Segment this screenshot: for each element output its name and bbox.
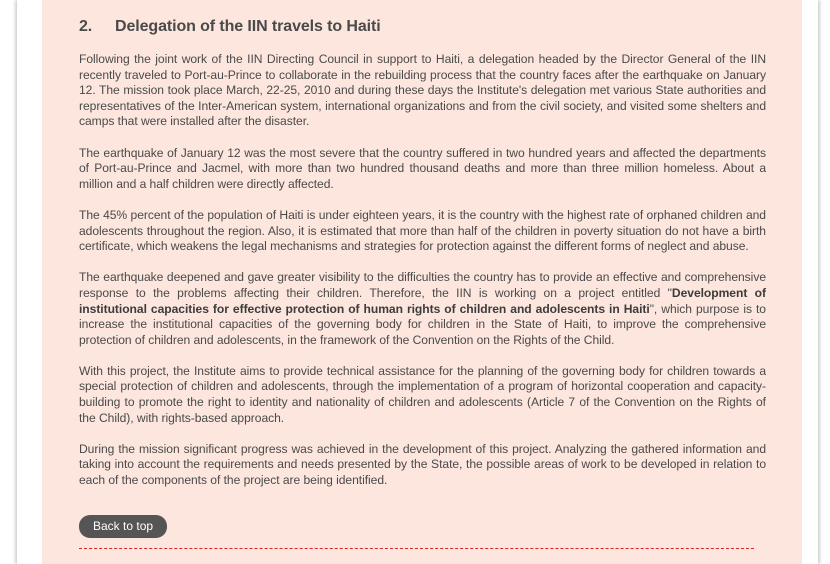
paragraph-2: The earthquake of January 12 was the most severe that the country suffered in two hundred years and affected the departments of Port-au-Prince and Jacmel, with more than two hundred thousand deaths and more than three million homeless. About a million and a half children were directly affected. xyxy=(79,145,766,191)
paragraph-4-intro: The earthquake deepened and gave greater visibility to the difficulties the country has to provide an effective and comprehensive response to the problems affecting their children. Therefore, the IIN is working on a project entitled " xyxy=(79,270,766,300)
paragraph-4 xyxy=(79,270,766,348)
paragraph-3: The 45% percent of the population of Haiti is under eighteen years, it is the country with the highest rate of orphaned children and adolescents throughout the region. Also, it is estimated that more than half of the children in poverty situation do not have a birth certificate, which weakens the legal mechanisms and strategies for protection against the different forms of neglect and abuse. xyxy=(79,207,766,254)
section-divider xyxy=(79,548,754,549)
content-panel xyxy=(42,0,802,564)
paragraph-1: Following the joint work of the IIN Directing Council in support to Haiti, a delegation headed by the Director General of the IIN recently traveled to Port-au-Prince to collaborate in the rebuilding process that the country faces after the earthquake on January 12. The mission took place March, 22-25, 2010 and during these days the Institute's delegation met various State authorities and representatives of the Inter-American system, international organizations and from the civil society, and visited some shelters and camps that were installed after the disaster. xyxy=(79,52,766,129)
section-number: 2. xyxy=(79,18,93,35)
paragraph-4-rest: ", which purpose is to increase the institutional capacities of the governing body for children in the State of Haiti, to improve the comprehensive protection of children and adolescents, in the framework of the Convention on the Rights of the Child. xyxy=(79,301,766,347)
project-title: Development of institutional capacities for effective protection of human rights of children and adolescents in Haiti xyxy=(79,285,766,316)
section-title: Delegation of the IIN travels to Haiti xyxy=(115,18,381,35)
paragraph-6: During the mission significant progress was achieved in the development of this project. Analyzing the gathered information and taking into account the requirements and needs presented by the State, the possible areas of work to be developed in relation to each of the components of the project are being identified. xyxy=(79,441,766,488)
section-heading xyxy=(79,18,381,36)
paragraph-5: With this project, the Institute aims to provide technical assistance for the planning of the governing body for children towards a special protection of children and adolescents, through the implementation of a program of horizontal cooperation and capacity-building to promote the right to identity and nationality of children and adolescents (Article 7 of the Convention on the Rights of the Child), with rights-based approach. xyxy=(79,363,766,425)
back-to-top-button[interactable]: Back to top xyxy=(79,515,167,538)
article-body xyxy=(79,52,766,504)
